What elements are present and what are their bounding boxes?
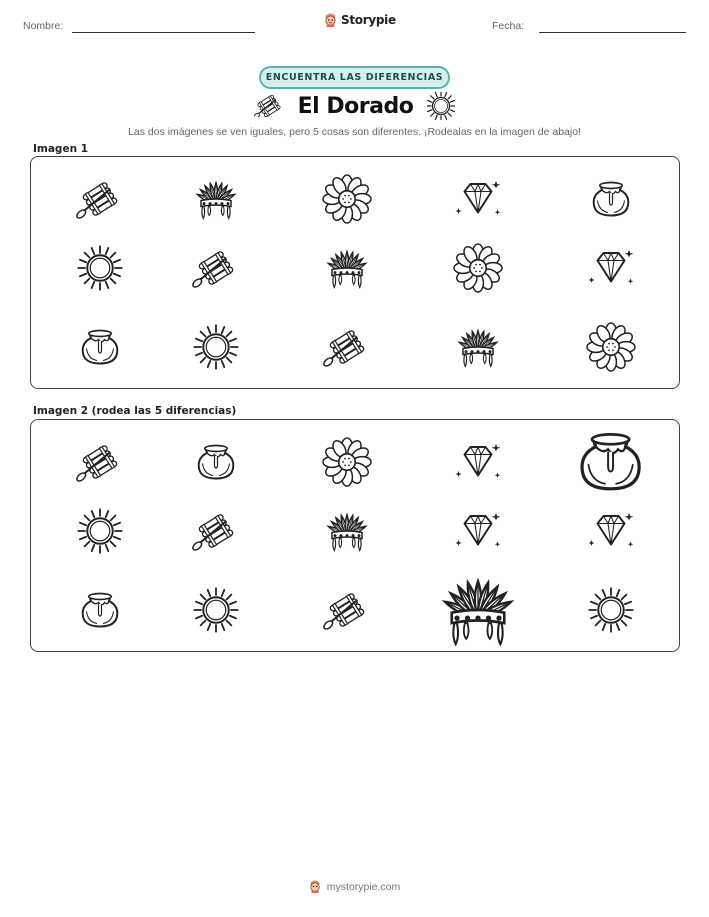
grid-cell[interactable] [454,323,502,371]
raft-icon [323,323,371,371]
headdress-icon [323,244,371,292]
raft-icon [76,438,124,486]
headdress-icon [436,568,520,652]
footer-site[interactable]: mystorypie.com [326,880,401,893]
sun-icon [76,507,124,555]
grid-cell[interactable] [192,438,240,486]
pot-icon [76,586,124,634]
brand-name: Storypie [341,13,396,27]
diamond-icon [454,438,502,486]
diamond-icon [587,244,635,292]
sun-icon [427,92,455,120]
headdress-icon [323,507,371,555]
name-label: Nombre: [23,20,64,32]
grid-cell[interactable] [76,438,124,486]
storypie-logo-icon [324,13,337,27]
sun-icon [192,586,240,634]
grid-cell[interactable] [436,568,520,652]
raft-icon [76,175,124,223]
name-line[interactable] [72,32,255,33]
grid-cell[interactable] [587,175,635,223]
grid-cell[interactable] [587,244,635,292]
grid-cell[interactable] [587,507,635,555]
grid-cell[interactable] [76,507,124,555]
grid-cell[interactable] [192,323,240,371]
grid-cell[interactable] [587,323,635,371]
image2-panel[interactable] [30,419,680,652]
grid-cell[interactable] [587,586,635,634]
grid-cell[interactable] [76,323,124,371]
pot-icon [76,323,124,371]
image1-grid [31,157,679,388]
diamond-icon [454,175,502,223]
instructions: Las dos imágenes se ven iguales, pero 5 cosas son diferentes. ¡Rodealas en la imagen de abajo! [128,126,581,138]
grid-cell[interactable] [454,438,502,486]
title-row [0,92,709,120]
image1-label: Imagen 1 [33,143,89,155]
grid-cell[interactable] [454,175,502,223]
grid-cell[interactable] [76,586,124,634]
image2-label: Imagen 2 (rodea las 5 diferencias) [33,405,237,417]
grid-cell[interactable] [323,438,371,486]
image2-grid [31,420,679,651]
footer [0,880,709,893]
flower-icon [323,175,371,223]
diamond-icon [454,507,502,555]
grid-cell[interactable] [323,244,371,292]
pot-icon [571,422,650,501]
grid-cell[interactable] [454,507,502,555]
diamond-icon [587,507,635,555]
grid-cell[interactable] [192,175,240,223]
grid-cell[interactable] [323,507,371,555]
sun-icon [192,323,240,371]
date-line[interactable] [539,32,686,33]
grid-cell[interactable] [76,244,124,292]
sun-icon [76,244,124,292]
headdress-icon [192,175,240,223]
activity-badge: ENCUENTRA LAS DIFERENCIAS [259,66,450,89]
flower-icon [587,323,635,371]
grid-cell[interactable] [192,586,240,634]
headdress-icon [454,323,502,371]
pot-icon [587,175,635,223]
flower-icon [323,438,371,486]
raft-icon [323,586,371,634]
raft-icon [192,244,240,292]
storypie-logo-icon [309,880,321,893]
pot-icon [192,438,240,486]
grid-cell[interactable] [454,244,502,292]
date-label: Fecha: [492,20,525,32]
raft-icon [192,507,240,555]
sun-icon [587,586,635,634]
grid-cell[interactable] [192,507,240,555]
grid-cell[interactable] [76,175,124,223]
grid-cell[interactable] [192,244,240,292]
grid-cell[interactable] [323,323,371,371]
raft-icon [254,95,284,117]
grid-cell[interactable] [323,175,371,223]
flower-icon [454,244,502,292]
grid-cell[interactable] [571,422,650,501]
brand [324,13,396,27]
image1-panel [30,156,680,389]
page-title: El Dorado [297,93,414,119]
grid-cell[interactable] [323,586,371,634]
